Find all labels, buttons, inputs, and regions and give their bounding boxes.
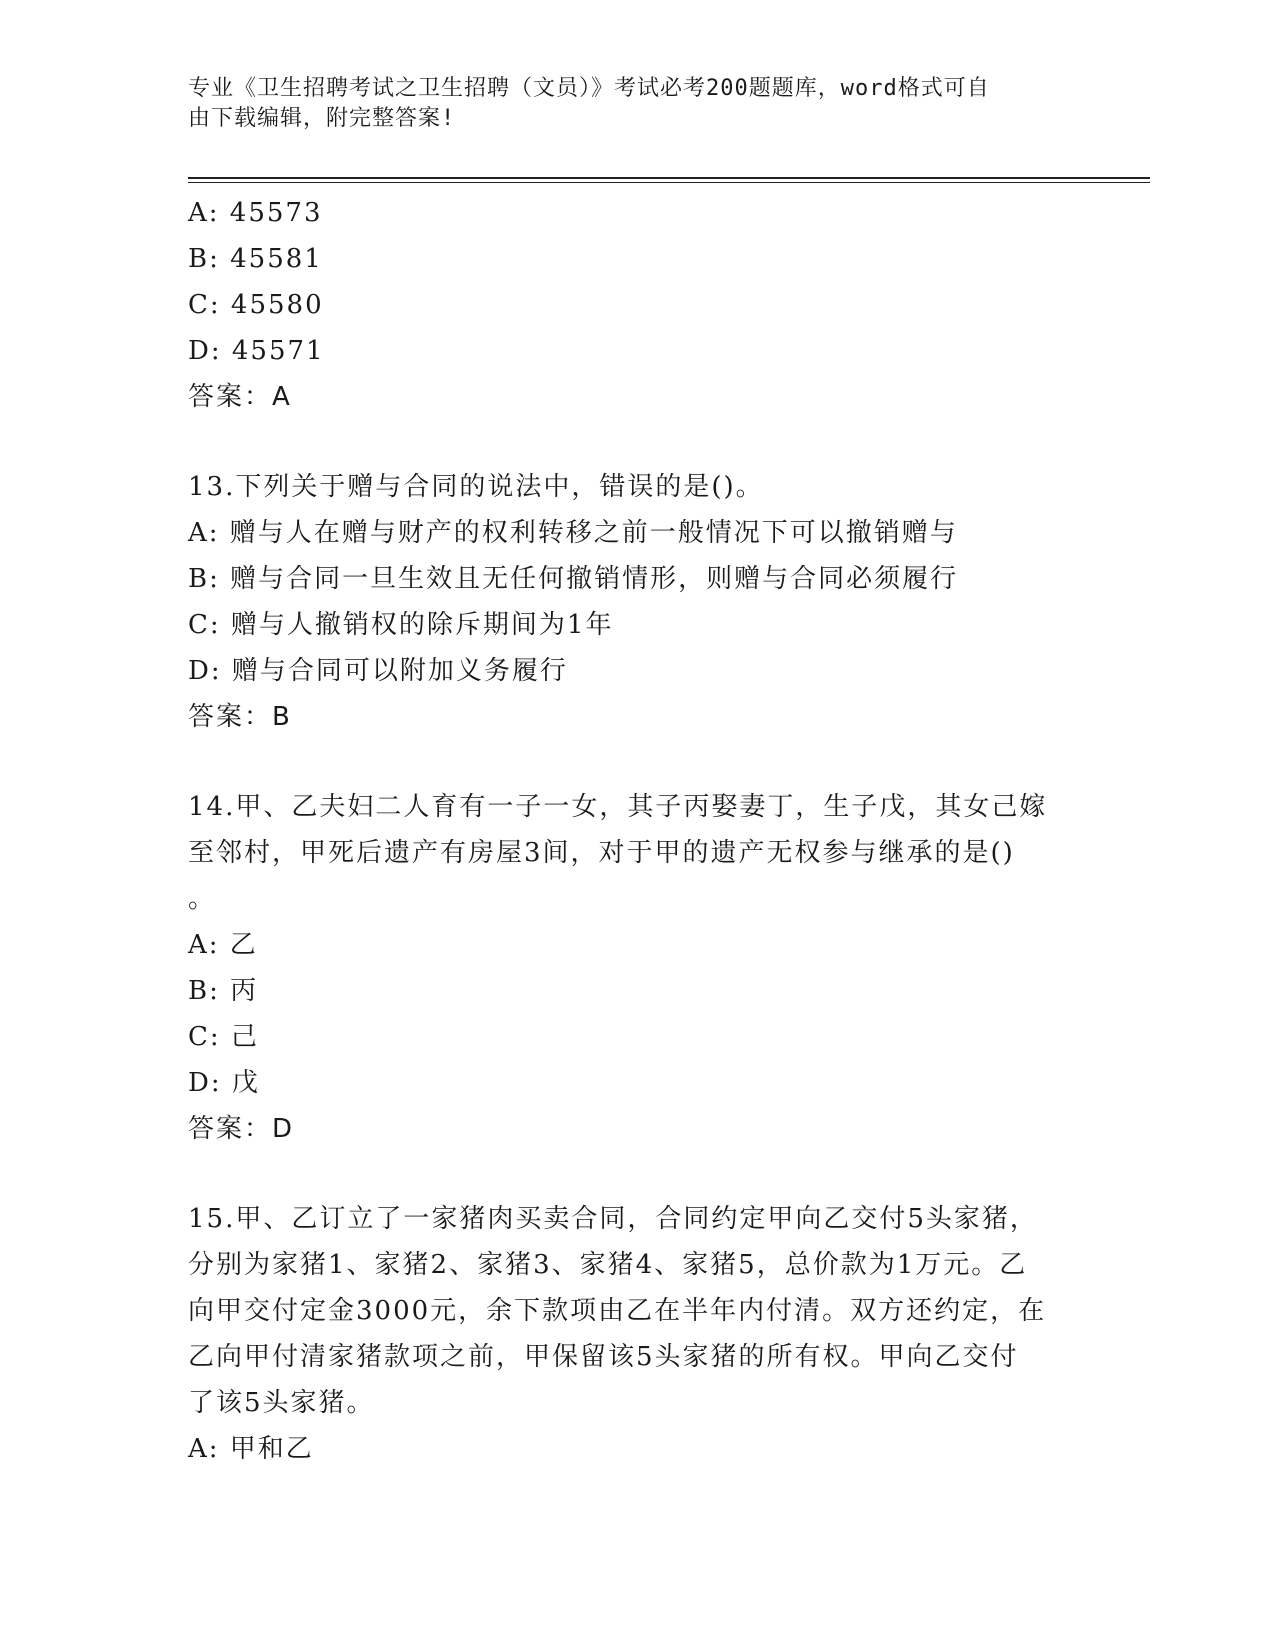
option-c: C: 赠与人撤销权的除斥期间为1年 [188,610,614,640]
question-stem-line-1: 15.甲、乙订立了一家猪肉买卖合同，合同约定甲向乙交付5头家猪， [188,1204,1038,1234]
question-list [188,190,1088,1472]
question-13 [188,464,1088,740]
option-d: D: 赠与合同可以附加义务履行 [188,656,568,686]
question-stem-line-3: 向甲交付定金3000元，余下款项由乙在半年内付清。双方还约定，在 [188,1296,1047,1326]
option-c: C: 45580 [188,290,324,320]
question-stem-line-4: 乙向甲付清家猪款项之前，甲保留该5头家猪的所有权。甲向乙交付 [188,1342,1019,1372]
header-line-1: 专业《卫生招聘考试之卫生招聘（文员）》考试必考200题题库，word格式可自 [188,76,990,101]
document-header [188,74,1088,134]
question-12 [188,190,1088,420]
option-c: C: 己 [188,1022,259,1052]
option-d: D: 45571 [188,336,325,366]
option-d: D: 戊 [188,1068,260,1098]
header-line-2: 由下载编辑，附完整答案! [188,106,456,131]
question-stem-line-5: 了该5头家猪。 [188,1388,375,1418]
question-stem-line-1: 14.甲、乙夫妇二人育有一子一女，其子丙娶妻丁，生子戊，其女己嫁 [188,792,1048,822]
option-b: B: 45581 [188,244,323,274]
answer-line: 答案：B [188,702,292,732]
question-stem: 13.下列关于赠与合同的说法中，错误的是()。 [188,472,764,502]
question-stem-line-2: 分别为家猪1、家猪2、家猪3、家猪4、家猪5，总价款为1万元。乙 [188,1250,1028,1280]
header-rule-thin [188,182,1150,183]
question-15 [188,1196,1088,1472]
answer-line: 答案：A [188,382,292,412]
option-a: A: 赠与人在赠与财产的权利转移之前一般情况下可以撤销赠与 [188,518,958,548]
header-rule-thick [188,177,1150,179]
option-a: A: 甲和乙 [188,1434,314,1464]
question-stem-line-3: 。 [188,884,217,914]
question-14 [188,784,1088,1152]
option-b: B: 赠与合同一旦生效且无任何撤销情形，则赠与合同必须履行 [188,564,959,594]
option-b: B: 丙 [188,976,259,1006]
option-a: A: 45573 [188,198,323,228]
answer-line: 答案：D [188,1114,295,1144]
question-stem-line-2: 至邻村，甲死后遗产有房屋3间，对于甲的遗产无权参与继承的是() [188,838,1015,868]
option-a: A: 乙 [188,930,258,960]
